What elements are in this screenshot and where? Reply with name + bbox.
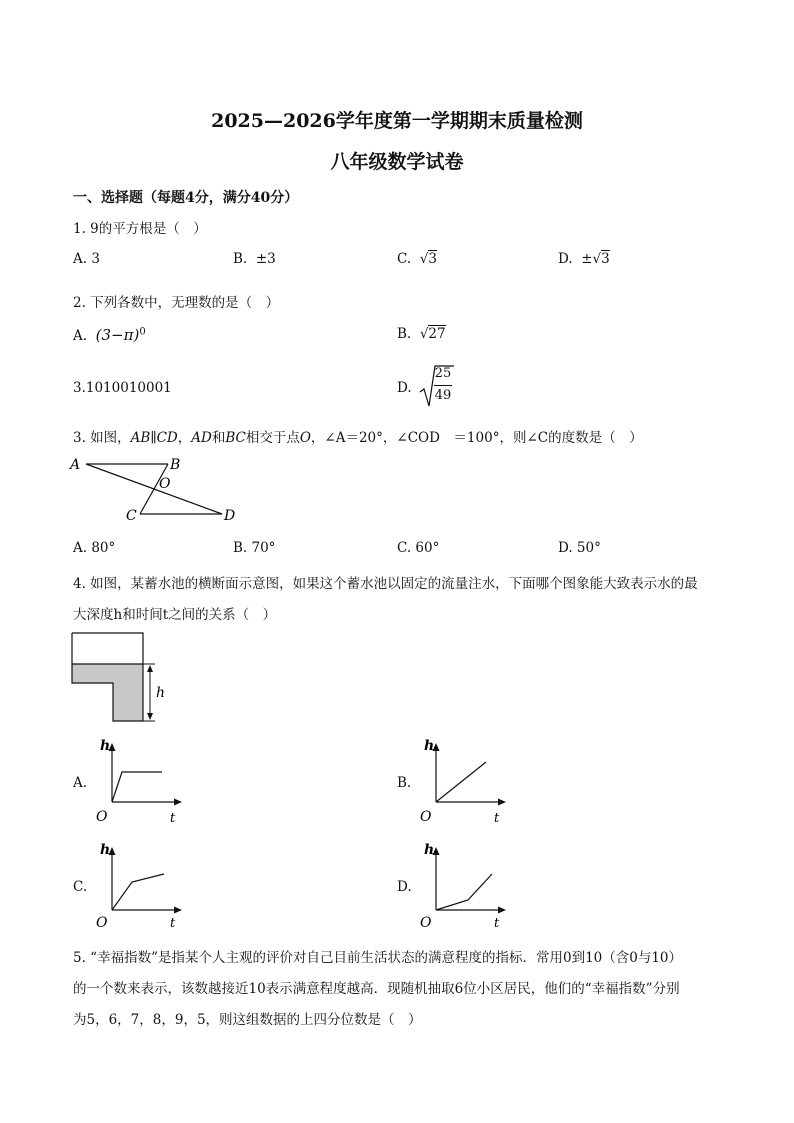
origin: O — [96, 809, 108, 825]
section-title: 一、选择题（每题4分，满分40分） — [73, 190, 299, 206]
q3-stem: 3. 如图，AB∥CD，AD和BC相交于点O，∠A＝20°，∠COD ＝100°，则∠C的度数是（ ） — [73, 430, 643, 446]
q1-option-d: D. ±√3 — [558, 251, 610, 267]
q5-stem-line1: 5. “幸福指数”是指某个人主观的评价对自己目前生活状态的满意程度的指标．常用0到10（含0与10） — [73, 950, 683, 966]
x-arrow-icon — [174, 799, 182, 806]
q3-option-b: B. 70° — [233, 540, 276, 556]
exam-title: 2025—2026学年度第一学期期末质量检测 — [211, 110, 583, 132]
curve-b — [436, 762, 486, 802]
curve-c — [112, 874, 164, 910]
axis-h: h — [424, 842, 435, 858]
fraction-numerator: 25 — [434, 366, 452, 381]
label-o: O — [159, 476, 171, 492]
q2-stem: 2. 下列各数中，无理数的是（ ） — [73, 295, 280, 311]
q1-option-a: A. 3 — [73, 251, 100, 267]
q4-option-d-label: D. — [397, 879, 412, 895]
axis-h: h — [424, 738, 435, 754]
q2-option-a: A. $(3-\pi)^0$ — [73, 326, 146, 344]
q4-option-b-label: B. — [397, 775, 412, 791]
origin: O — [420, 809, 432, 825]
x-arrow-icon — [174, 907, 182, 914]
sqrt-symbol: √ — [419, 251, 429, 267]
q2-option-d-label: D. — [397, 380, 412, 396]
q3-option-d: D. 50° — [558, 540, 601, 556]
q4-stem-line1: 4. 如图，某蓄水池的横断面示意图，如果这个蓄水池以固定的流量注水，下面哪个图象能大致表示水的最 — [73, 576, 698, 592]
label-b: B — [170, 457, 181, 473]
label-d: D — [224, 508, 236, 524]
fraction-denominator: 49 — [434, 388, 452, 403]
q3-option-a: A. 80° — [73, 540, 116, 556]
axis-t: t — [170, 811, 176, 826]
q4-graph-c — [90, 838, 190, 933]
q4-graph-b — [414, 735, 514, 830]
sqrt-symbol: √ — [419, 326, 429, 342]
q1-option-b: B. ±3 — [233, 251, 276, 267]
origin: O — [96, 915, 108, 931]
dim-arrow-up-icon — [147, 665, 153, 672]
q1-stem: 1. 9的平方根是（ ） — [73, 221, 207, 237]
q4-option-a-label: A. — [73, 775, 88, 791]
q5-stem-line2: 的一个数来表示，该数越接近10表示满意程度越高．现随机抽取6位小区居民，他们的“幸福指数”分别 — [73, 981, 680, 997]
curve-a — [112, 772, 162, 802]
axis-t: t — [494, 811, 500, 826]
axis-h: h — [100, 738, 111, 754]
water-lower — [113, 683, 143, 721]
q4-graph-d — [414, 838, 514, 933]
depth-label: h — [156, 685, 166, 701]
q1-option-c: C. √3 — [397, 251, 437, 267]
q5-stem-line3: 为5，6，7，8，9，5，则这组数据的上四分位数是（ ） — [73, 1012, 422, 1028]
axis-h: h — [100, 842, 111, 858]
exam-subtitle: 八年级数学试卷 — [330, 151, 464, 173]
q2-option-c: 3.1010010001 — [73, 380, 172, 396]
sqrt-symbol: √ — [592, 251, 602, 267]
label-a: A — [70, 457, 81, 473]
q2-option-b: B. √27 — [397, 326, 446, 342]
q4-graph-a — [90, 735, 190, 830]
fraction-bar — [434, 385, 452, 386]
x-arrow-icon — [498, 799, 506, 806]
q3-figure — [68, 452, 248, 528]
x-arrow-icon — [498, 907, 506, 914]
axis-t: t — [494, 916, 500, 931]
dim-arrow-down-icon — [147, 713, 153, 720]
water-upper — [72, 664, 143, 683]
reservoir-figure — [70, 631, 180, 726]
axis-t: t — [170, 916, 176, 931]
q4-option-c-label: C. — [73, 879, 88, 895]
q4-stem-line2: 大深度h和时间t之间的关系（ ） — [73, 607, 277, 623]
label-c: C — [126, 508, 137, 524]
curve-d — [436, 874, 492, 910]
origin: O — [420, 915, 432, 931]
q3-option-c: C. 60° — [397, 540, 440, 556]
